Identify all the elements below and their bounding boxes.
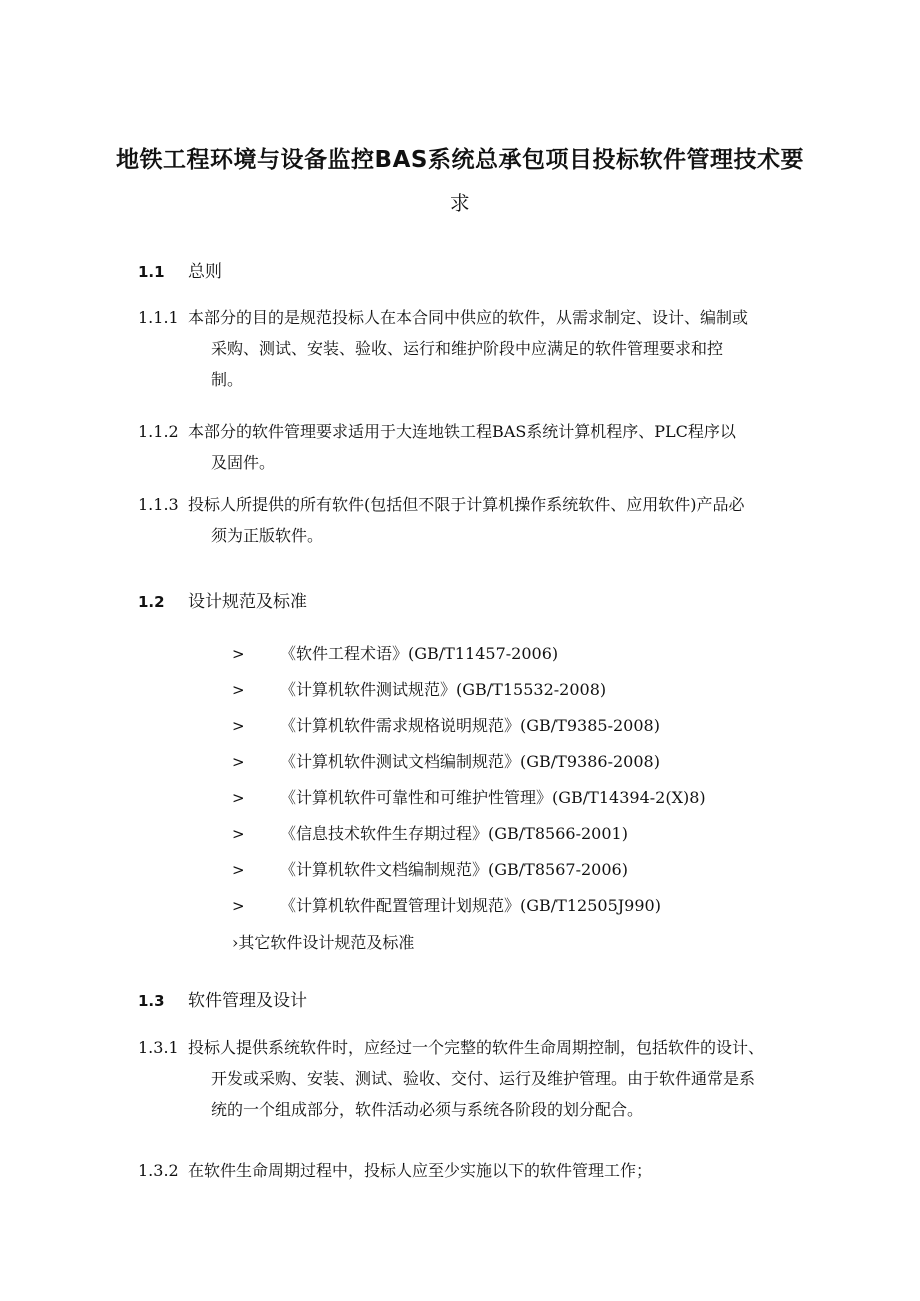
section-heading-1-1 (138, 257, 222, 282)
chevron-right-icon: > (232, 897, 245, 915)
paragraph-1-3-1 (138, 1032, 808, 1125)
paragraph-1-3-2 (138, 1155, 808, 1186)
section-title: 总则 (188, 262, 222, 282)
standards-list (232, 640, 706, 928)
standard-text: 《计算机软件配置管理计划规范》(GB/T12505J990) (280, 896, 661, 915)
section-number: 1.3 (138, 992, 165, 1010)
paragraph-number: 1.1.3 (138, 495, 179, 514)
list-item (232, 892, 706, 928)
standard-text: 《计算机软件可靠性和可维护性管理》(GB/T14394-2(X)8) (280, 788, 706, 807)
section-title: 设计规范及标准 (188, 592, 307, 612)
list-item (232, 676, 706, 712)
paragraph-number: 1.1.1 (138, 308, 179, 327)
standard-text: 《软件工程术语》(GB/T11457-2006) (280, 644, 559, 663)
paragraph-number: 1.3.1 (138, 1038, 179, 1057)
paragraph-1-1-2 (138, 416, 808, 478)
list-item (232, 856, 706, 892)
standard-text: 《计算机软件测试规范》(GB/T15532-2008) (280, 680, 607, 699)
chevron-right-icon: > (232, 861, 245, 879)
section-heading-1-2 (138, 587, 307, 612)
list-item (232, 784, 706, 820)
paragraph-line: 开发或采购、安装、测试、验收、交付、运行及维护管理。由于软件通常是系 (211, 1069, 756, 1088)
standard-text: 《信息技术软件生存期过程》(GB/T8566-2001) (280, 824, 628, 843)
list-item (232, 640, 706, 676)
other-standards-item: ›其它软件设计规范及标准 (232, 933, 415, 952)
paragraph-line: 本部分的软件管理要求适用于大连地铁工程BAS系统计算机程序、PLC程序以 (188, 422, 736, 441)
paragraph-number: 1.1.2 (138, 422, 179, 441)
paragraph-1-1-1 (138, 302, 808, 395)
section-number: 1.1 (138, 263, 165, 281)
list-item (232, 712, 706, 748)
paragraph-line: 本部分的目的是规范投标人在本合同中供应的软件，从需求制定、设计、编制或 (188, 308, 749, 327)
paragraph-number: 1.3.2 (138, 1161, 179, 1180)
list-item (232, 820, 706, 856)
section-number: 1.2 (138, 593, 165, 611)
chevron-right-icon: > (232, 753, 245, 771)
paragraph-line: 投标人提供系统软件时，应经过一个完整的软件生命周期控制，包括软件的设计、 (188, 1038, 765, 1057)
standard-text: 《计算机软件文档编制规范》(GB/T8567-2006) (280, 860, 628, 879)
chevron-right-icon: > (232, 825, 245, 843)
paragraph-1-1-3 (138, 489, 808, 551)
paragraph-line: 采购、测试、安装、验收、运行和维护阶段中应满足的软件管理要求和控 (211, 339, 724, 358)
paragraph-line: 及固件。 (211, 453, 276, 472)
chevron-right-icon: > (232, 789, 245, 807)
list-item (232, 748, 706, 784)
standard-text: 《计算机软件测试文档编制规范》(GB/T9386-2008) (280, 752, 660, 771)
chevron-right-icon: > (232, 681, 245, 699)
paragraph-line: 制。 (211, 370, 244, 389)
section-heading-1-3 (138, 986, 307, 1011)
paragraph-line: 在软件生命周期过程中，投标人应至少实施以下的软件管理工作； (188, 1161, 653, 1180)
document-title-line2: 求 (449, 191, 471, 215)
paragraph-line: 统的一个组成部分，软件活动必须与系统各阶段的划分配合。 (211, 1100, 644, 1119)
paragraph-line: 须为正版软件。 (211, 526, 324, 545)
standard-text: 《计算机软件需求规格说明规范》(GB/T9385-2008) (280, 716, 660, 735)
chevron-right-icon: > (232, 645, 245, 663)
section-title: 软件管理及设计 (188, 991, 307, 1011)
document-title-line1: 地铁工程环境与设备监控BAS系统总承包项目投标软件管理技术要 (116, 147, 804, 173)
paragraph-line: 投标人所提供的所有软件(包括但不限于计算机操作系统软件、应用软件)产品必 (188, 495, 745, 514)
chevron-right-icon: > (232, 717, 245, 735)
